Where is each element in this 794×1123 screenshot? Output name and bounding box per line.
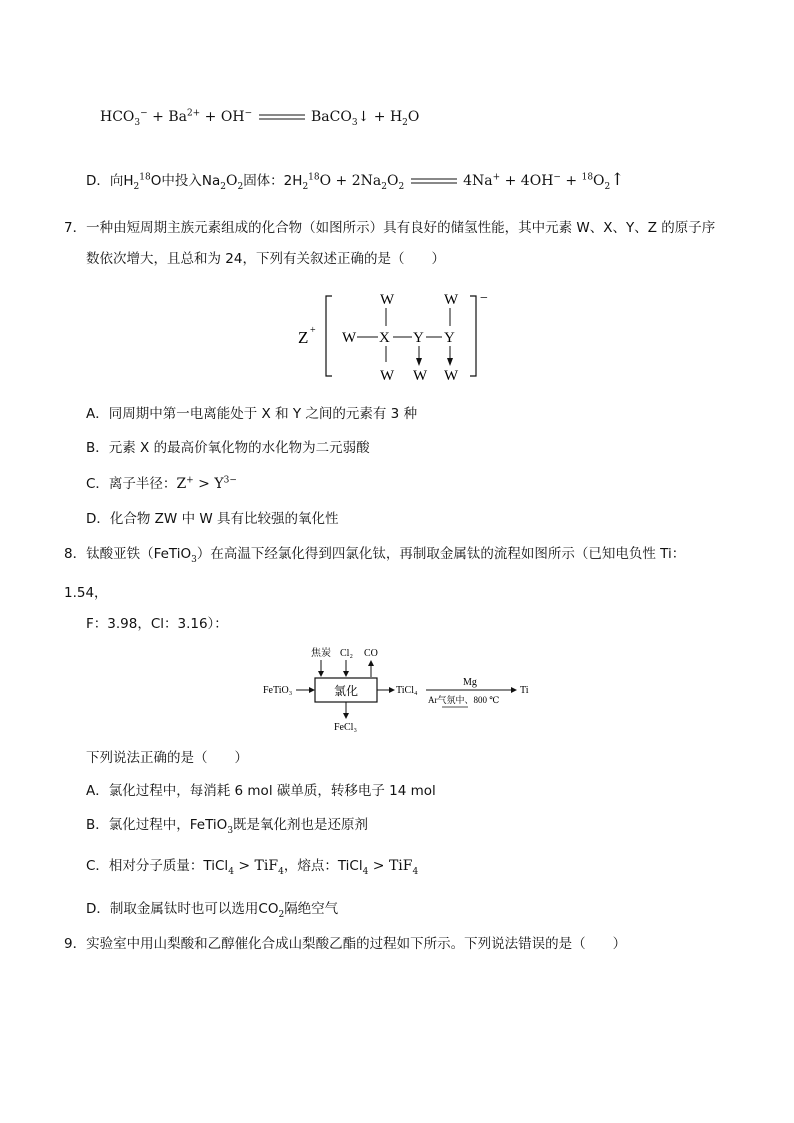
q7-option-d: D．化合物 ZW 中 W 具有比较强的氧化性 bbox=[86, 511, 339, 527]
equals-long-sign bbox=[257, 112, 307, 122]
w-atom-left: W bbox=[342, 330, 357, 346]
anion-charge: − bbox=[480, 291, 488, 306]
y-atom-1: Y bbox=[413, 330, 424, 346]
w-atom-bottom-1: W bbox=[380, 368, 395, 384]
fecl3-byproduct: FeCl₃ bbox=[334, 722, 357, 733]
q7-stem-line1: 7．一种由短周期主族元素组成的化合物（如图所示）具有良好的储氢性能，其中元素 W、X、Y、Z 的原子序 bbox=[64, 220, 716, 236]
chlorine-input: Cl₂ bbox=[340, 648, 353, 659]
equals-long-sign bbox=[409, 176, 459, 186]
q8-option-d: D．制取金属钛时也可以选用$CO_2$隔绝空气 bbox=[86, 901, 339, 920]
coke-input: 焦炭 bbox=[311, 648, 331, 659]
q8-flow-diagram bbox=[260, 644, 550, 734]
q8-option-c: C．相对分子质量：TiCl$_4$ > TiF$_4$，熔点：TiCl$_4$ > TiF$_4$ bbox=[86, 858, 419, 877]
ionic-equation: $HCO_3^- + Ba^{2+} + OH^-$ BaCO$_3$↓ + $H_2O$ bbox=[100, 108, 420, 128]
q8-prompt: 下列说法正确的是（ ） bbox=[86, 750, 248, 766]
w-atom-bottom-2: W bbox=[413, 368, 428, 384]
q8-option-a: A．氯化过程中，每消耗 6 mol 碳单质，转移电子 14 mol bbox=[86, 783, 436, 799]
q7-option-a: A．同周期中第一电离能处于 X 和 Y 之间的元素有 3 种 bbox=[86, 406, 418, 422]
z-ion-charge: + bbox=[310, 325, 316, 336]
q8-stem-line1: 8．钛酸亚铁（FeTiO$_3$）在高温下经氯化得到四氯化钛，再制取金属钛的流程如图所示（已知电负性 Ti： bbox=[64, 546, 686, 565]
ti-product: Ti bbox=[520, 685, 529, 696]
option-d-prev: D．向$H_2^{18}O$中投入$Na_2O_2$固体：$2H_2^{18}O + 2Na_2O_2$ $4Na^+ + 4OH^- + ^{18}O_2↑$ bbox=[86, 170, 625, 192]
w-atom-top-left: W bbox=[380, 292, 395, 308]
q8-stem-line2: 1.54， bbox=[64, 585, 108, 601]
q8-option-b: B．氯化过程中，FeTiO$_3$既是氧化剂也是还原剂 bbox=[86, 817, 369, 836]
q7-stem-line2: 数依次增大，且总和为 24，下列有关叙述正确的是（ ） bbox=[86, 251, 445, 267]
y-atom-2: Y bbox=[444, 330, 455, 346]
q8-stem-line3: F：3.98，Cl：3.16）： bbox=[86, 616, 228, 632]
z-ion-label: Z bbox=[298, 328, 309, 347]
w-atom-top-right: W bbox=[444, 292, 459, 308]
mg-reagent: Mg bbox=[463, 677, 477, 688]
co-output: CO bbox=[364, 648, 378, 659]
chlorination-label: 氯化 bbox=[334, 684, 359, 698]
fetio3-reactant: FeTiO₃ bbox=[263, 685, 293, 696]
q7-option-b: B．元素 X 的最高价氧化物的水化物为二元弱酸 bbox=[86, 440, 370, 456]
x-atom: X bbox=[379, 330, 390, 346]
q9-stem-line1: 9．实验室中用山梨酸和乙醇催化合成山梨酸乙酯的过程如下所示。下列说法错误的是（ ） bbox=[64, 936, 627, 952]
ticl4-intermediate: TiCl₄ bbox=[396, 685, 418, 696]
reaction-conditions: Ar气氛中、800 ℃ bbox=[428, 695, 500, 705]
q7-structure-diagram bbox=[296, 286, 516, 386]
q7-option-c: C．离子半径：$Z^+ > Y^{3-}$ bbox=[86, 475, 237, 492]
w-atom-bottom-3: W bbox=[444, 368, 459, 384]
